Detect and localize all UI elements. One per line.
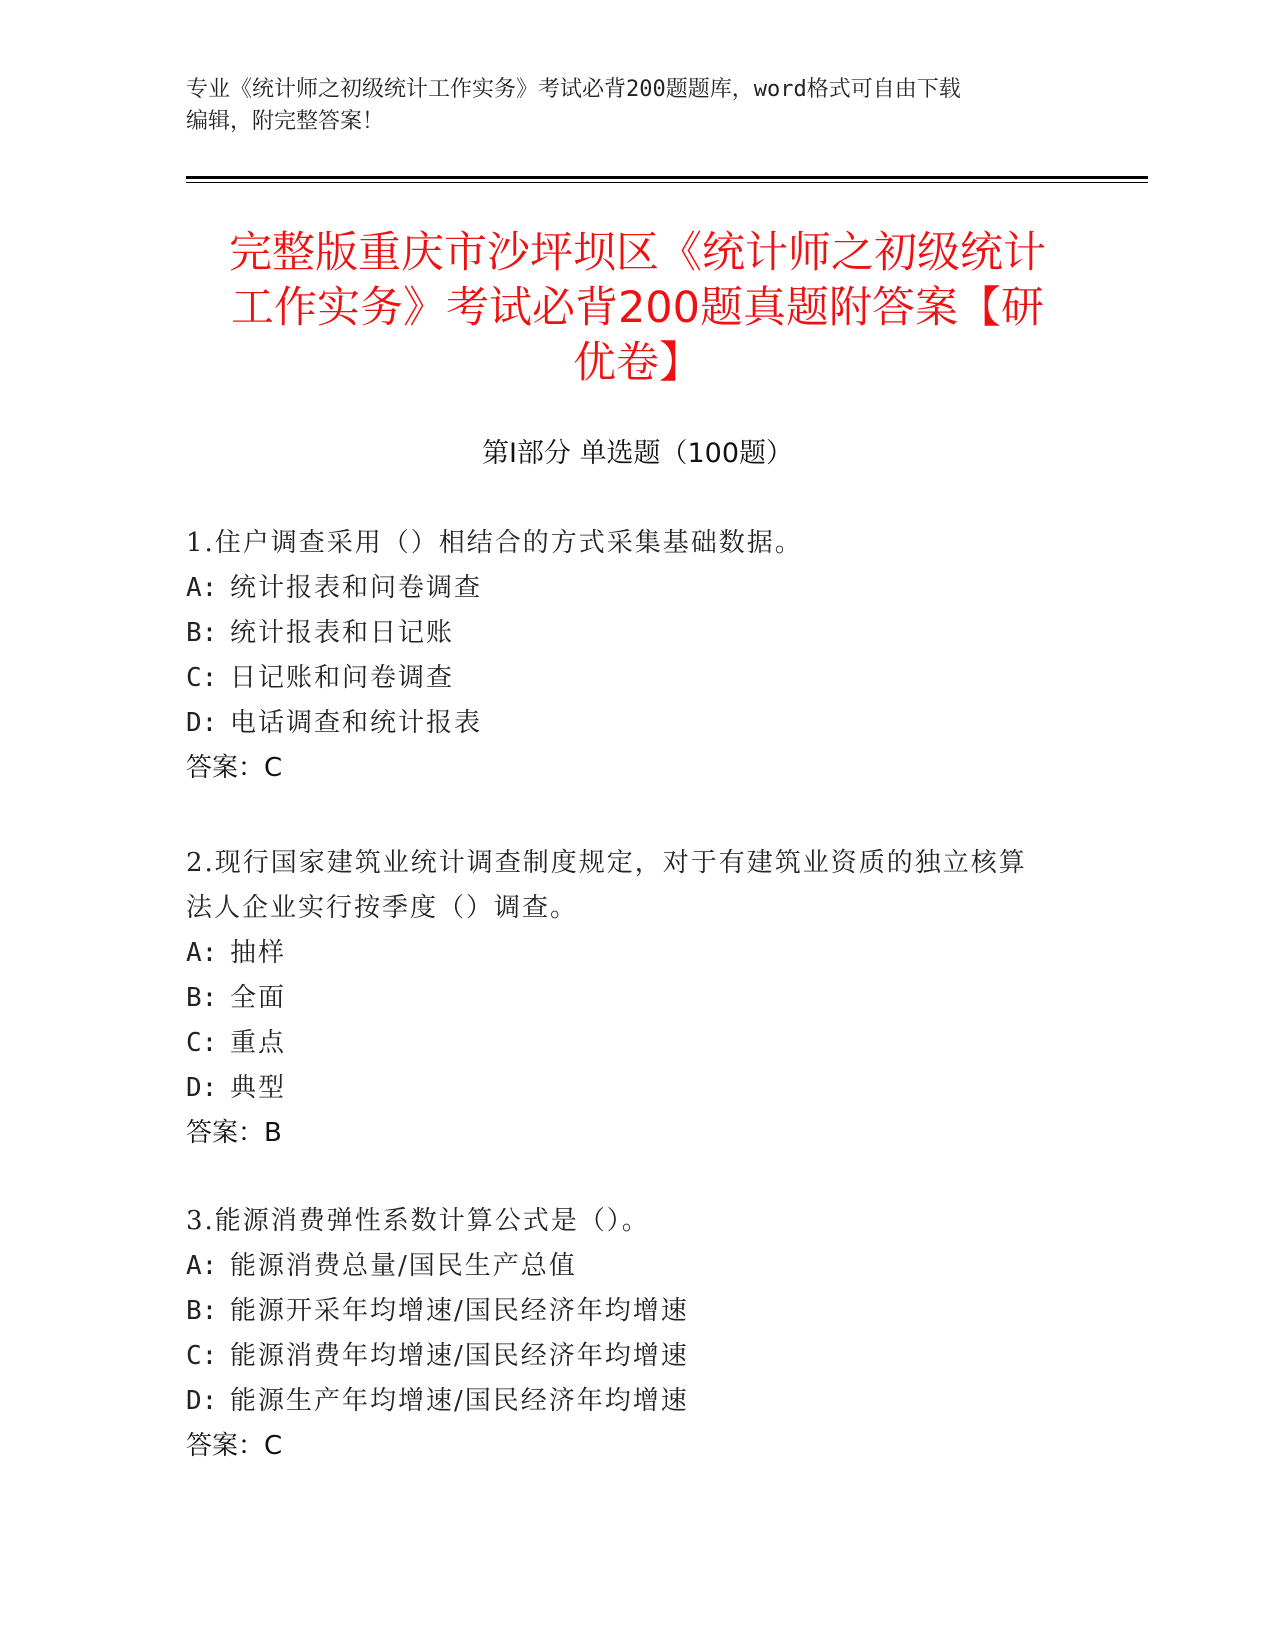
option-text: 重点 [230,1028,287,1058]
title-line: 完整版重庆市沙坪坝区《统计师之初级统计 [229,228,1046,278]
option-b [186,976,1066,1021]
option-key: C: [186,1341,218,1371]
option-d [186,1066,1066,1111]
option-c [186,1021,1066,1066]
option-key: D: [186,1386,218,1416]
option-key: B: [186,983,218,1013]
option-key: D: [186,1073,218,1103]
option-key: A: [186,1251,218,1281]
question-stem: 3.能源消费弹性系数计算公式是（）。 [186,1206,650,1236]
option-key: C: [186,1028,218,1058]
question-stem: 法人企业实行按季度（）调查。 [186,893,579,923]
question-block [186,1199,1066,1469]
title-line: 优卷】 [573,338,702,388]
header-divider-thin [186,182,1148,183]
answer-line: 答案：B [186,1118,282,1148]
option-c [186,656,1066,701]
option-text: 全面 [230,983,287,1013]
option-a [186,931,1066,976]
option-key: B: [186,1296,218,1326]
header-note-line: 编辑，附完整答案！ [186,109,385,134]
option-text: 能源消费总量/国民生产总值 [230,1251,577,1281]
option-a [186,1244,1066,1289]
option-key: A: [186,938,218,968]
header-divider-thick [186,176,1148,179]
document-title [186,226,1089,391]
option-text: 典型 [230,1073,287,1103]
option-text: 统计报表和问卷调查 [230,573,483,603]
question-stem: 1.住户调查采用（）相结合的方式采集基础数据。 [186,528,803,558]
option-c [186,1334,1066,1379]
option-b [186,1289,1066,1334]
option-text: 能源生产年均增速/国民经济年均增速 [230,1386,689,1416]
option-text: 电话调查和统计报表 [230,708,483,738]
option-b [186,611,1066,656]
option-a [186,566,1066,611]
option-text: 能源开采年均增速/国民经济年均增速 [230,1296,689,1326]
option-d [186,1379,1066,1424]
option-text: 日记账和问卷调查 [230,663,455,693]
answer-line: 答案：C [186,1431,283,1461]
option-key: C: [186,663,218,693]
option-text: 抽样 [230,938,287,968]
option-key: D: [186,708,218,738]
question-block [186,841,1066,1156]
option-key: B: [186,618,218,648]
header-note [186,74,1066,138]
answer-line: 答案：C [186,753,283,783]
title-line: 工作实务》考试必背200题真题附答案【研 [230,283,1045,333]
header-note-line: 专业《统计师之初级统计工作实务》考试必背200题题库，word格式可自由下载 [186,77,961,102]
question-block [186,521,1066,791]
question-stem: 2.现行国家建筑业统计调查制度规定，对于有建筑业资质的独立核算 [186,848,1027,878]
section-heading: 第Ⅰ部分 单选题（100题） [481,438,794,469]
option-key: A: [186,573,218,603]
option-text: 能源消费年均增速/国民经济年均增速 [230,1341,689,1371]
option-text: 统计报表和日记账 [230,618,455,648]
option-d [186,701,1066,746]
